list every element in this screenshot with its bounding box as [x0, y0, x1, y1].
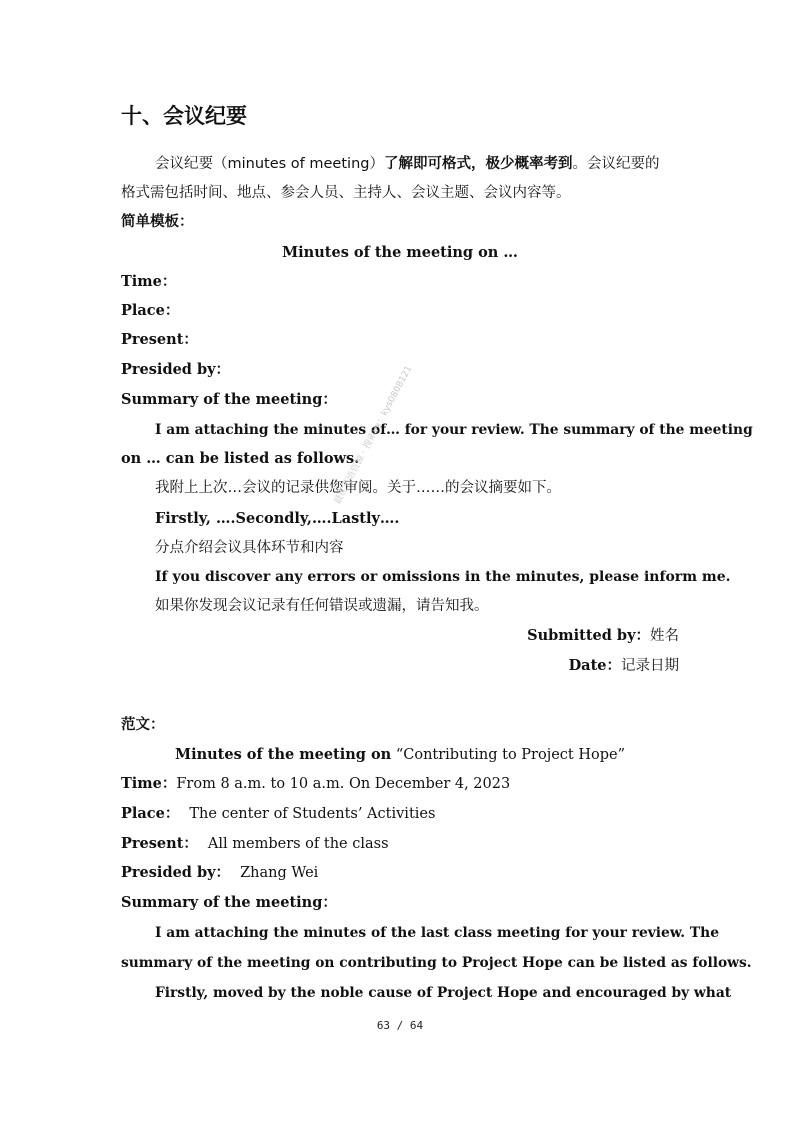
- intro-line-1: [155, 154, 659, 174]
- template-label: 简单模板：: [121, 214, 194, 230]
- page-number: 63 / 64: [376, 1019, 424, 1032]
- sample-title-topic: “Contributing to Project Hope”: [391, 747, 625, 763]
- sample-time: [121, 774, 510, 794]
- submitted-label: Submitted by：: [527, 627, 650, 644]
- sample-present: [121, 834, 389, 854]
- intro-line-2: 格式需包括时间、地点、参会人员、主持人、会议主题、会议内容等。: [121, 185, 571, 201]
- sample-time-value: From 8 a.m. to 10 a.m. On December 4, 2023: [176, 776, 511, 792]
- sample-body-line-3: Firstly, moved by the noble cause of Project Hope and encouraged by what: [155, 985, 732, 1001]
- date-label: Date：: [568, 657, 621, 674]
- template-body-line-1: I am attaching the minutes of… for your review. The summary of the meeting: [155, 422, 753, 438]
- template-title: Minutes of the meeting on …: [282, 244, 518, 261]
- sample-title-bold: Minutes of the meeting on: [175, 746, 392, 763]
- sample-present-value: All members of the class: [207, 836, 389, 852]
- sample-label: 范文：: [121, 717, 165, 733]
- template-time-label: Time：: [121, 273, 177, 290]
- sample-presided-value: Zhang Wei: [240, 865, 319, 881]
- sample-place: [121, 804, 435, 824]
- template-date: [400, 656, 679, 676]
- watermark: 最优英语资源 · 搜索vx：kys0808121: [332, 364, 415, 507]
- template-body-cn: 我附上上次…会议的记录供您审阅。关于……的会议摘要如下。: [155, 480, 561, 496]
- date-value: 记录日期: [621, 658, 679, 674]
- sample-time-label: Time：: [121, 775, 177, 792]
- intro-text-bold: 了解即可格式，极少概率考到: [383, 156, 573, 172]
- template-errors-line: If you discover any errors or omissions in the minutes, please inform me.: [155, 569, 731, 585]
- template-order-cn: 分点介绍会议具体环节和内容: [155, 540, 344, 556]
- template-submitted: [400, 626, 679, 646]
- intro-text-b: 。会议纪要的: [572, 156, 660, 172]
- section-heading: 十、会议纪要: [121, 104, 247, 128]
- template-present-label: Present：: [121, 331, 198, 348]
- template-summary-label: Summary of the meeting：: [121, 391, 337, 408]
- template-order-line: Firstly, ….Secondly,….Lastly….: [155, 510, 400, 527]
- sample-summary-label: Summary of the meeting：: [121, 894, 337, 911]
- sample-presided-label: Presided by：: [121, 864, 231, 881]
- template-body-line-2: on … can be listed as follows.: [121, 450, 360, 467]
- template-presided-label: Presided by：: [121, 361, 231, 378]
- template-place-label: Place：: [121, 302, 180, 319]
- submitted-value: 姓名: [650, 628, 679, 644]
- template-errors-cn: 如果你发现会议记录有任何错误或遗漏，请告知我。: [155, 598, 489, 614]
- intro-text-a: 会议纪要（minutes of meeting）: [155, 156, 384, 172]
- sample-present-label: Present：: [121, 835, 198, 852]
- sample-title: [0, 745, 800, 765]
- sample-body-line-2: summary of the meeting on contributing to Project Hope can be listed as follows.: [121, 955, 752, 971]
- sample-body-line-1: I am attaching the minutes of the last class meeting for your review. The: [155, 925, 719, 941]
- sample-place-label: Place：: [121, 805, 180, 822]
- sample-place-value: The center of Students’ Activities: [189, 806, 436, 822]
- sample-presided: [121, 863, 318, 883]
